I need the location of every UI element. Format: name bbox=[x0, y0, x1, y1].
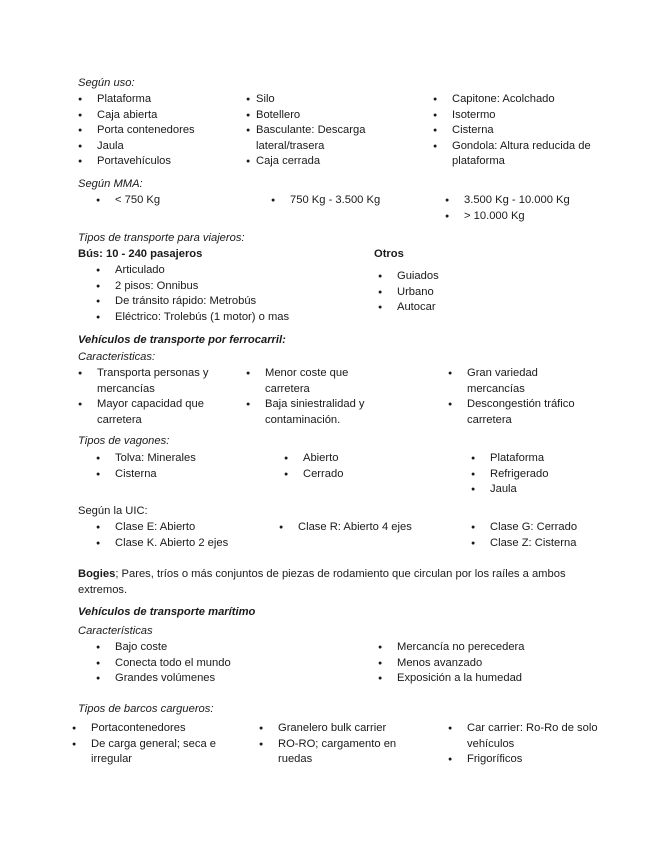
ferro-car-col2 bbox=[246, 366, 391, 428]
list-item: ● Abierto bbox=[284, 451, 434, 467]
list-item: ● 750 Kg - 3.500 Kg bbox=[271, 193, 421, 209]
list-item: ● Exposición a la humedad bbox=[378, 671, 578, 687]
list-item: ● Menos avanzado bbox=[378, 656, 578, 672]
list-item: ● Gran variedad mercancías bbox=[448, 366, 598, 397]
list-item: ● Eléctrico: Trolebús (1 motor) o mas bbox=[96, 310, 336, 326]
list-item: ● Guiados bbox=[378, 269, 528, 285]
ferro-car-col1 bbox=[78, 366, 228, 428]
list-item: ● Portacontenedores bbox=[72, 721, 242, 737]
list-item: ● Capitone: Acolchado bbox=[433, 92, 608, 108]
uso-list-col2 bbox=[246, 92, 381, 170]
list-item: ● Conecta todo el mundo bbox=[96, 656, 296, 672]
list-item: ● 3.500 Kg - 10.000 Kg bbox=[445, 193, 605, 209]
section-heading-viajeros: Tipos de transporte para viajeros: bbox=[78, 232, 245, 244]
list-item: ● Urbano bbox=[378, 285, 528, 301]
list-item: ● Clase R: Abierto 4 ejes bbox=[279, 520, 449, 536]
list-item: ● Frigoríficos bbox=[448, 752, 608, 768]
list-item: ● Granelero bulk carrier bbox=[259, 721, 424, 737]
uic-heading: Según la UIC: bbox=[78, 505, 148, 517]
list-item: ● Botellero bbox=[246, 108, 381, 124]
barcos-col1 bbox=[72, 721, 242, 768]
list-item: ● Car carrier: Ro-Ro de solo vehículos bbox=[448, 721, 608, 752]
list-item: ● Porta contenedores bbox=[78, 123, 238, 139]
list-item: ● Plataforma bbox=[78, 92, 238, 108]
list-item: ● Caja abierta bbox=[78, 108, 238, 124]
list-item: ● Cisterna bbox=[96, 467, 246, 483]
list-item: ● 2 pisos: Onnibus bbox=[96, 279, 336, 295]
vagones-heading: Tipos de vagones: bbox=[78, 435, 170, 447]
uso-list-col1 bbox=[78, 92, 238, 170]
bus-list bbox=[96, 263, 336, 325]
bogies-text: ; Pares, tríos o más conjuntos de piezas de rodamiento que circulan por los raíles a ambos extremos. bbox=[78, 568, 566, 596]
barcos-col2 bbox=[259, 721, 424, 768]
list-item: ● Grandes volúmenes bbox=[96, 671, 296, 687]
ferrocarril-title: Vehículos de transporte por ferrocarril: bbox=[78, 334, 286, 346]
bogies-paragraph bbox=[78, 567, 608, 598]
otros-title: Otros bbox=[374, 248, 404, 260]
list-item: ● Mercancía no perecedera bbox=[378, 640, 578, 656]
mma-list-col3 bbox=[445, 193, 605, 224]
list-item: ● > 10.000 Kg bbox=[445, 209, 605, 225]
vagones-col1 bbox=[96, 451, 246, 482]
section-heading-uso: Según uso: bbox=[78, 77, 135, 89]
mma-list-col1 bbox=[96, 193, 246, 209]
list-item: ● Portavehículos bbox=[78, 154, 238, 170]
list-item: ● Clase E: Abierto bbox=[96, 520, 266, 536]
mma-list-col2 bbox=[271, 193, 421, 209]
uic-col3 bbox=[471, 520, 621, 551]
barcos-col3 bbox=[448, 721, 608, 768]
vagones-col2 bbox=[284, 451, 434, 482]
bogies-label: Bogies bbox=[78, 568, 116, 580]
vagones-col3 bbox=[471, 451, 621, 498]
list-item: ● Clase Z: Cisterna bbox=[471, 536, 621, 552]
section-heading-mma: Según MMA: bbox=[78, 178, 143, 190]
list-item: ● De tránsito rápido: Metrobús bbox=[96, 294, 336, 310]
list-item: ● Cisterna bbox=[433, 123, 608, 139]
maritimo-title: Vehículos de transporte marítimo bbox=[78, 606, 256, 618]
uso-list-col3 bbox=[433, 92, 608, 170]
uic-col1 bbox=[96, 520, 266, 551]
list-item: ● Isotermo bbox=[433, 108, 608, 124]
list-item: ● Gondola: Altura reducida de plataforma bbox=[433, 139, 608, 170]
list-item: ● Transporta personas y mercancías bbox=[78, 366, 228, 397]
list-item: ● Bajo coste bbox=[96, 640, 296, 656]
list-item: ● Caja cerrada bbox=[246, 154, 381, 170]
list-item: ● Clase G: Cerrado bbox=[471, 520, 621, 536]
maritimo-car-col2 bbox=[378, 640, 578, 687]
list-item: ● Articulado bbox=[96, 263, 336, 279]
list-item: ● Baja siniestralidad y contaminación. bbox=[246, 397, 391, 428]
list-item: ● Jaula bbox=[471, 482, 621, 498]
maritimo-caracteristicas-heading: Características bbox=[78, 625, 153, 637]
uic-col2 bbox=[279, 520, 449, 536]
list-item: ● Jaula bbox=[78, 139, 238, 155]
list-item: ● Refrigerado bbox=[471, 467, 621, 483]
list-item: ● RO-RO; cargamento en ruedas bbox=[259, 737, 424, 768]
list-item: ● Cerrado bbox=[284, 467, 434, 483]
list-item: ● < 750 Kg bbox=[96, 193, 246, 209]
list-item: ● Menor coste que carretera bbox=[246, 366, 391, 397]
list-item: ● Silo bbox=[246, 92, 381, 108]
list-item: ● Descongestión tráfico carretera bbox=[448, 397, 598, 428]
otros-list bbox=[378, 269, 528, 316]
list-item: ● Plataforma bbox=[471, 451, 621, 467]
list-item: ● Autocar bbox=[378, 300, 528, 316]
list-item: ● Mayor capacidad que carretera bbox=[78, 397, 228, 428]
list-item: ● Basculante: Descarga lateral/trasera bbox=[246, 123, 381, 154]
list-item: ● Tolva: Minerales bbox=[96, 451, 246, 467]
ferro-car-col3 bbox=[448, 366, 598, 428]
list-item: ● De carga general; seca e irregular bbox=[72, 737, 242, 768]
bus-title: Bús: 10 - 240 pasajeros bbox=[78, 248, 203, 260]
barcos-heading: Tipos de barcos cargueros: bbox=[78, 703, 214, 715]
list-item: ● Clase K. Abierto 2 ejes bbox=[96, 536, 266, 552]
ferrocarril-caracteristicas-heading: Caracteristicas: bbox=[78, 351, 156, 363]
maritimo-car-col1 bbox=[96, 640, 296, 687]
